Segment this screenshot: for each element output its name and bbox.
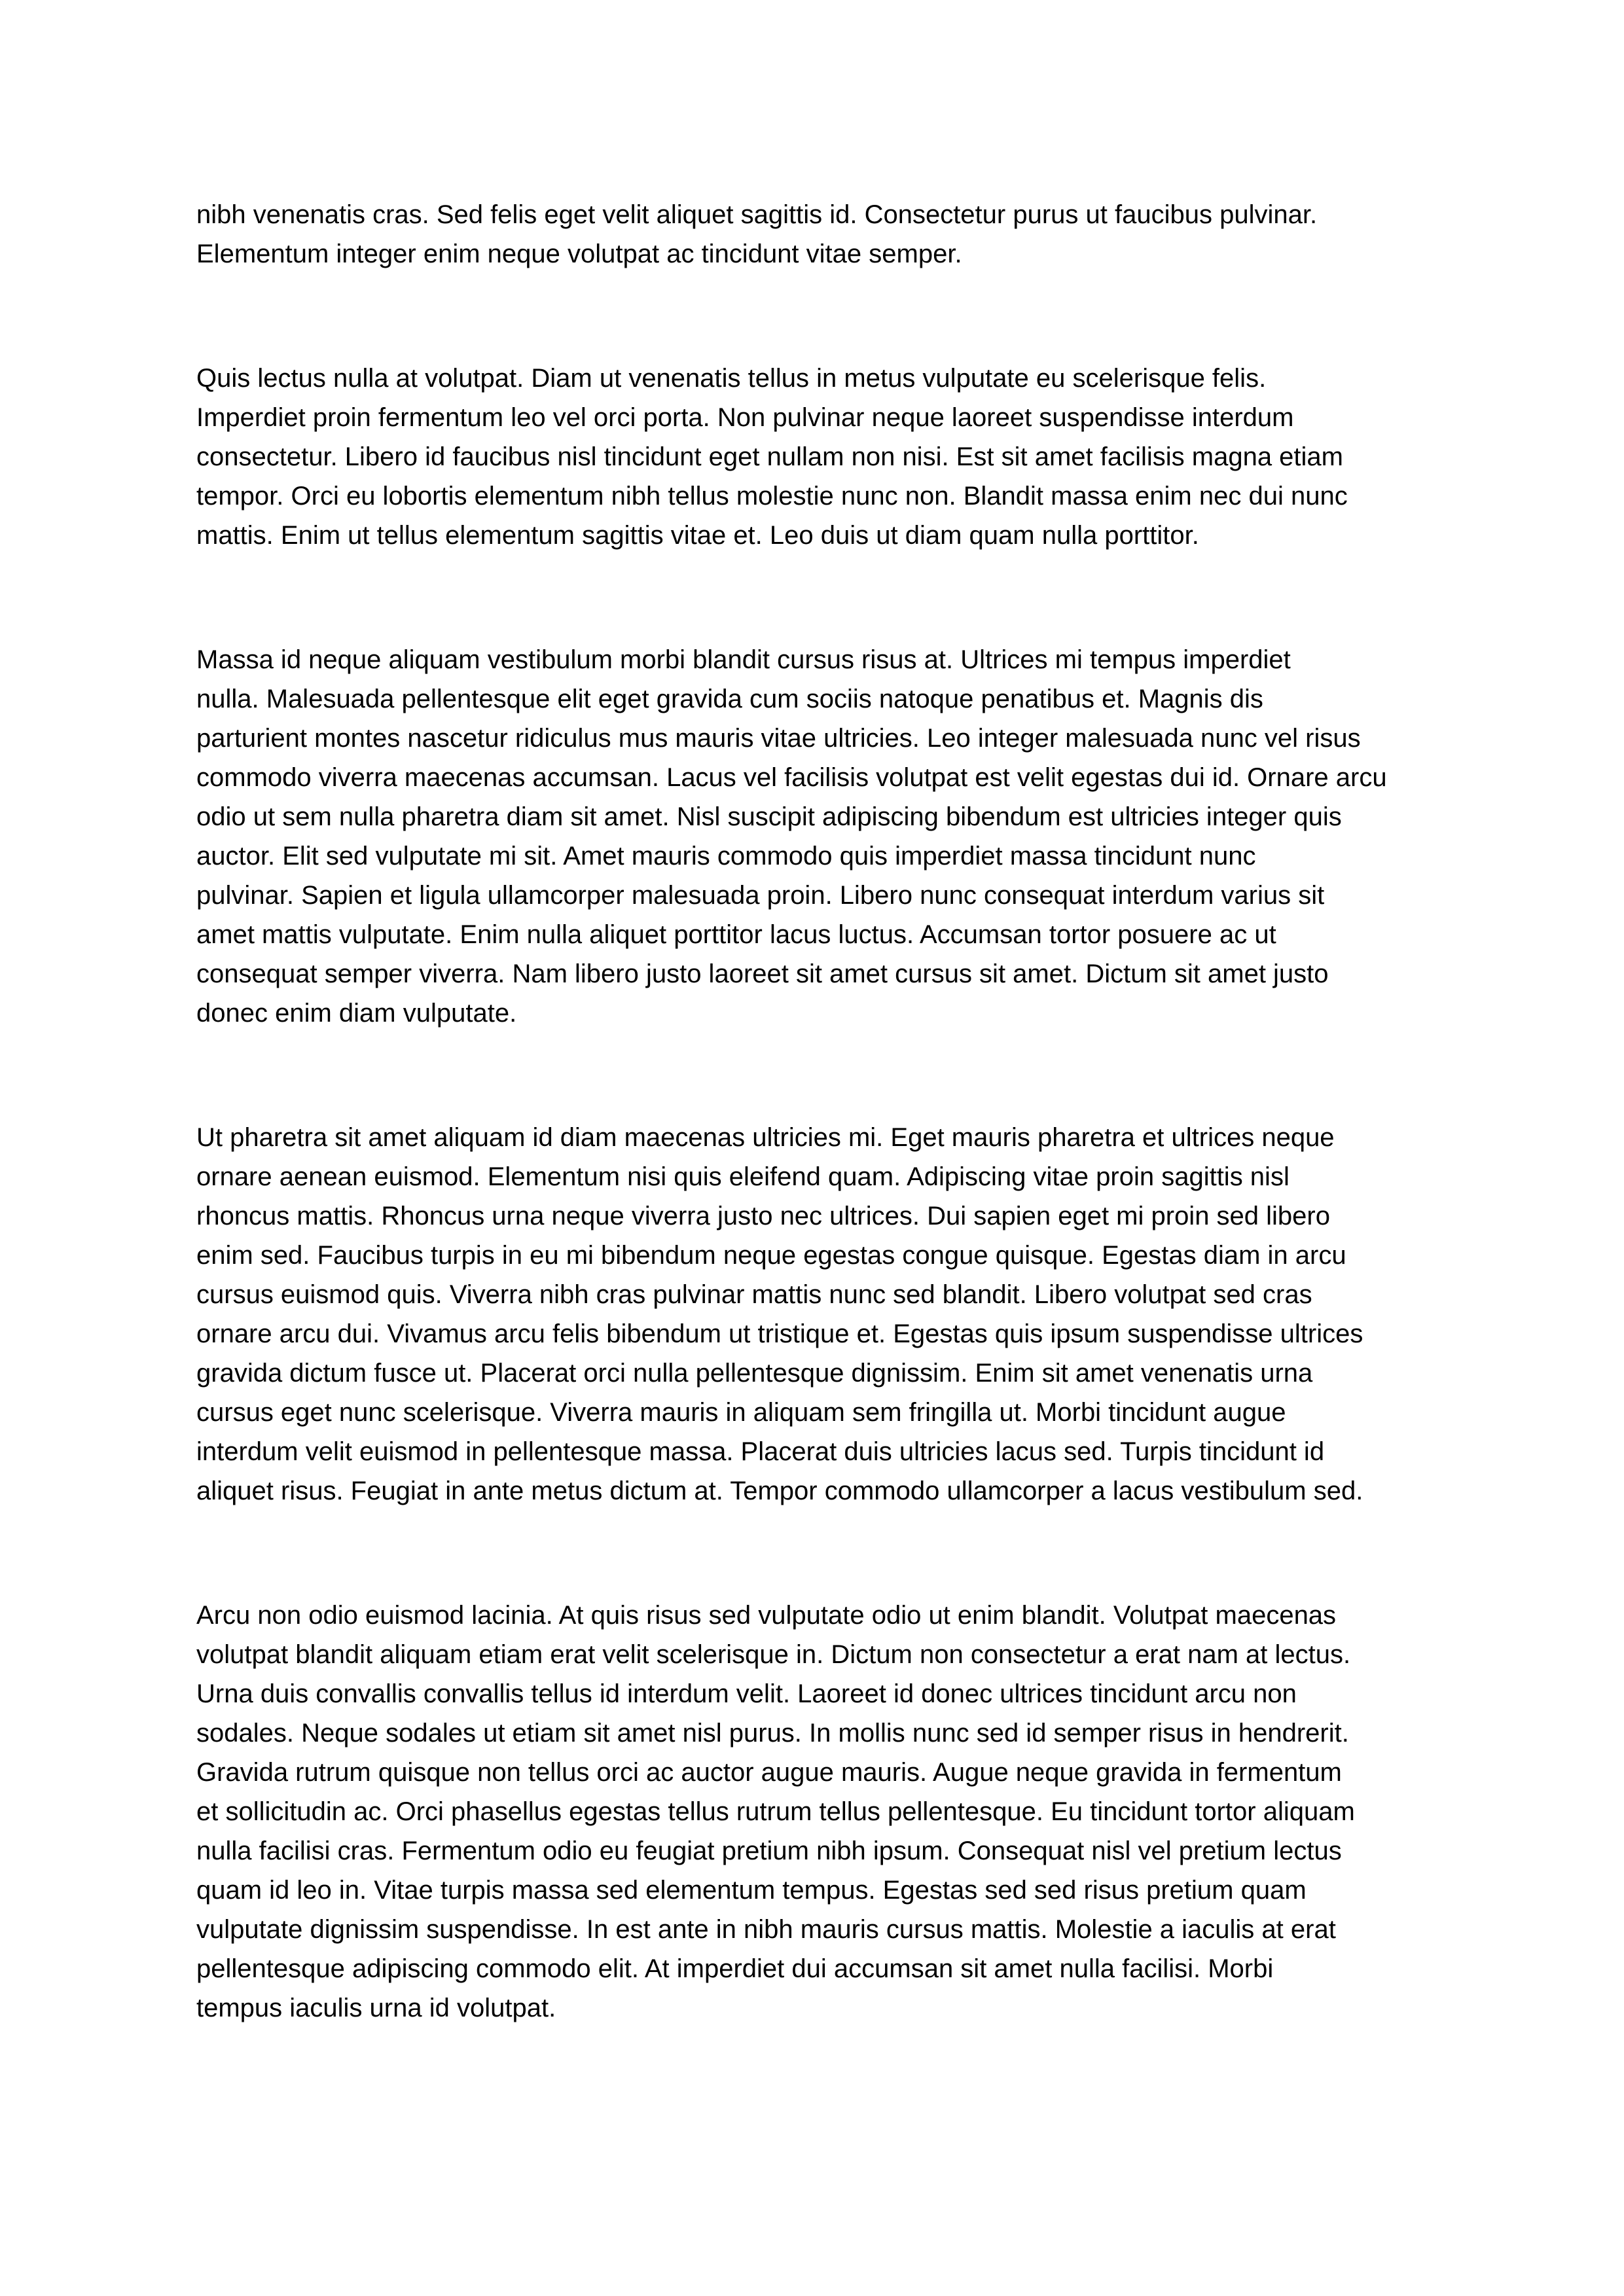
text-line: Imperdiet proin fermentum leo vel orci porta. Non pulvinar neque laoreet suspendisse interdum [196,403,1294,432]
paragraph-1 [196,195,1467,274]
text-line: consequat semper viverra. Nam libero justo laoreet sit amet cursus sit amet. Dictum sit amet justo [196,960,1329,988]
text-line: volutpat blandit aliquam etiam erat velit scelerisque in. Dictum non consectetur a erat nam at lectus. [196,1640,1351,1669]
text-line: parturient montes nascetur ridiculus mus mauris vitae ultricies. Leo integer malesuada nunc vel risus [196,724,1361,753]
text-line: auctor. Elit sed vulputate mi sit. Amet mauris commodo quis imperdiet massa tincidunt nunc [196,842,1256,870]
text-line: et sollicitudin ac. Orci phasellus egestas tellus rutrum tellus pellentesque. Eu tincidunt tortor aliquam [196,1797,1355,1826]
text-line: nulla facilisi cras. Fermentum odio eu feugiat pretium nibh ipsum. Consequat nisl vel pretium lectus [196,1837,1342,1865]
text-line: nulla. Malesuada pellentesque elit eget gravida cum sociis natoque penatibus et. Magnis dis [196,685,1263,713]
text-line: donec enim diam vulputate. [196,999,517,1028]
text-line: mattis. Enim ut tellus elementum sagittis vitae et. Leo duis ut diam quam nulla porttitor. [196,521,1199,550]
text-line: interdum velit euismod in pellentesque massa. Placerat duis ultricies lacus sed. Turpis tincidunt id [196,1437,1325,1466]
text-line: odio ut sem nulla pharetra diam sit amet. Nisl suscipit adipiscing bibendum est ultricies integer quis [196,802,1342,831]
text-line: pellentesque adipiscing commodo elit. At imperdiet dui accumsan sit amet nulla facilisi. Morbi [196,1954,1274,1983]
text-line: quam id leo in. Vitae turpis massa sed elementum tempus. Egestas sed sed risus pretium quam [196,1876,1307,1905]
text-line: amet mattis vulputate. Enim nulla aliquet porttitor lacus luctus. Accumsan tortor posuere ac ut [196,920,1276,949]
text-line: consectetur. Libero id faucibus nisl tincidunt eget nullam non nisi. Est sit amet facilisis magna etiam [196,442,1343,471]
text-line: tempus iaculis urna id volutpat. [196,1994,556,2022]
text-line: Elementum integer enim neque volutpat ac tincidunt vitae semper. [196,240,962,268]
paragraph-3 [196,640,1467,1033]
text-line: Massa id neque aliquam vestibulum morbi blandit cursus risus at. Ultrices mi tempus imperdiet [196,645,1291,674]
paragraph-4 [196,1118,1467,1511]
text-line: rhoncus mattis. Rhoncus urna neque viverra justo nec ultrices. Dui sapien eget mi proin sed libero [196,1202,1330,1230]
text-line: nibh venenatis cras. Sed felis eget velit aliquet sagittis id. Consectetur purus ut faucibus pulvinar. [196,200,1318,229]
text-line: Gravida rutrum quisque non tellus orci ac auctor augue mauris. Augue neque gravida in fermentum [196,1758,1342,1787]
text-line: Ut pharetra sit amet aliquam id diam maecenas ultricies mi. Eget mauris pharetra et ultrices neque [196,1123,1335,1152]
text-line: cursus euismod quis. Viverra nibh cras pulvinar mattis nunc sed blandit. Libero volutpat sed cras [196,1280,1312,1309]
text-line: tempor. Orci eu lobortis elementum nibh tellus molestie nunc non. Blandit massa enim nec dui nunc [196,482,1348,511]
paragraph-2 [196,359,1467,555]
text-line: ornare aenean euismod. Elementum nisi quis eleifend quam. Adipiscing vitae proin sagittis nisl [196,1162,1290,1191]
text-line: pulvinar. Sapien et ligula ullamcorper malesuada proin. Libero nunc consequat interdum varius sit [196,881,1325,910]
text-line: vulputate dignissim suspendisse. In est ante in nibh mauris cursus mattis. Molestie a iaculis at erat [196,1915,1336,1944]
text-line: gravida dictum fusce ut. Placerat orci nulla pellentesque dignissim. Enim sit amet venenatis urna [196,1359,1313,1388]
text-line: enim sed. Faucibus turpis in eu mi bibendum neque egestas congue quisque. Egestas diam in arcu [196,1241,1346,1270]
text-line: Urna duis convallis convallis tellus id interdum velit. Laoreet id donec ultrices tincidunt arcu non [196,1679,1297,1708]
text-line: sodales. Neque sodales ut etiam sit amet nisl purus. In mollis nunc sed id semper risus in hendrerit. [196,1719,1349,1748]
text-line: aliquet risus. Feugiat in ante metus dictum at. Tempor commodo ullamcorper a lacus vestibulum sed. [196,1477,1363,1505]
text-line: Arcu non odio euismod lacinia. At quis risus sed vulputate odio ut enim blandit. Volutpat maecenas [196,1601,1337,1630]
text-line: commodo viverra maecenas accumsan. Lacus vel facilisis volutpat est velit egestas dui id. Ornare arcu [196,763,1387,792]
text-line: cursus eget nunc scelerisque. Viverra mauris in aliquam sem fringilla ut. Morbi tincidunt augue [196,1398,1286,1427]
text-line: Quis lectus nulla at volutpat. Diam ut venenatis tellus in metus vulputate eu scelerisque felis. [196,364,1267,393]
text-line: ornare arcu dui. Vivamus arcu felis bibendum ut tristique et. Egestas quis ipsum suspendisse ultrices [196,1319,1363,1348]
paragraph-5 [196,1596,1467,2028]
